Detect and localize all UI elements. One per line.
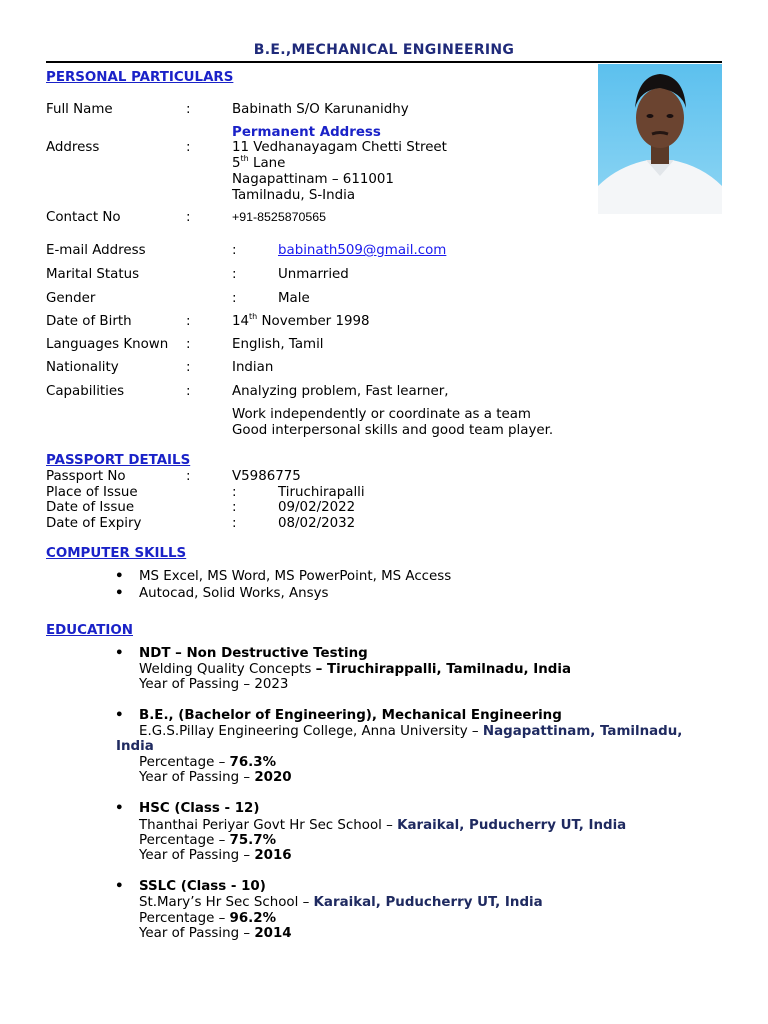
full-name-sep: : bbox=[186, 102, 191, 117]
email-sep: : bbox=[232, 243, 237, 258]
gender-label: Gender bbox=[46, 291, 96, 306]
address-sep: : bbox=[186, 140, 191, 155]
date-of-issue-label: Date of Issue bbox=[46, 500, 135, 515]
languages-label: Languages Known bbox=[46, 337, 169, 352]
capabilities-line-1: Analyzing problem, Fast learner, bbox=[232, 384, 449, 399]
dob-label: Date of Birth bbox=[46, 314, 132, 329]
date-of-issue-sep: : bbox=[232, 500, 237, 515]
edu-bullet-ndt: • bbox=[115, 646, 124, 661]
contact-sep: : bbox=[186, 210, 191, 225]
place-of-issue-value: Tiruchirapalli bbox=[278, 485, 365, 500]
capabilities-sep: : bbox=[186, 384, 191, 399]
computer-skills-heading: COMPUTER SKILLS bbox=[46, 546, 187, 561]
nationality-value: Indian bbox=[232, 360, 274, 375]
education-heading: EDUCATION bbox=[46, 623, 133, 638]
nationality-label: Nationality bbox=[46, 360, 119, 375]
edu-sslc-institute: St.Mary’s Hr Sec School – Karaikal, Puducherry UT, India bbox=[139, 895, 543, 910]
address-line-1: 11 Vedhanayagam Chetti Street bbox=[232, 140, 447, 155]
address-line-3: Nagapattinam – 611001 bbox=[232, 172, 394, 187]
contact-label: Contact No bbox=[46, 210, 121, 225]
edu-ndt-year: Year of Passing – 2023 bbox=[139, 677, 289, 692]
email-label: E-mail Address bbox=[46, 243, 146, 258]
personal-particulars-heading: PERSONAL PARTICULARS bbox=[46, 70, 234, 85]
date-of-expiry-value: 08/02/2032 bbox=[278, 516, 356, 531]
edu-be-percentage: Percentage – 76.3% bbox=[139, 755, 277, 770]
full-name-label: Full Name bbox=[46, 102, 113, 117]
edu-sslc-percentage: Percentage – 96.2% bbox=[139, 911, 277, 926]
date-of-expiry-sep: : bbox=[232, 516, 237, 531]
edu-be-place-cont: India bbox=[116, 739, 154, 754]
address-line-2: 5th Lane bbox=[232, 153, 286, 171]
edu-be-title: B.E., (Bachelor of Engineering), Mechanical Engineering bbox=[139, 708, 562, 723]
passport-heading: PASSPORT DETAILS bbox=[46, 453, 191, 468]
edu-hsc-institute: Thanthai Periyar Govt Hr Sec School – Karaikal, Puducherry UT, India bbox=[139, 818, 627, 833]
passport-no-sep: : bbox=[186, 469, 191, 484]
address-label: Address bbox=[46, 140, 100, 155]
marital-value: Unmarried bbox=[278, 267, 349, 282]
date-of-expiry-label: Date of Expiry bbox=[46, 516, 142, 531]
capabilities-line-2: Work independently or coordinate as a team bbox=[232, 407, 531, 422]
place-of-issue-label: Place of Issue bbox=[46, 485, 138, 500]
edu-sslc-year: Year of Passing – 2014 bbox=[139, 926, 292, 941]
skill-item-1: MS Excel, MS Word, MS PowerPoint, MS Access bbox=[139, 569, 452, 584]
nationality-sep: : bbox=[186, 360, 191, 375]
edu-hsc-year: Year of Passing – 2016 bbox=[139, 848, 292, 863]
contact-value: +91-8525870565 bbox=[232, 210, 327, 224]
languages-sep: : bbox=[186, 337, 191, 352]
edu-hsc-percentage: Percentage – 75.7% bbox=[139, 833, 277, 848]
skill-item-2: Autocad, Solid Works, Ansys bbox=[139, 586, 329, 601]
title-divider bbox=[46, 61, 722, 63]
dob-sep: : bbox=[186, 314, 191, 329]
profile-photo bbox=[598, 64, 722, 214]
place-of-issue-sep: : bbox=[232, 485, 237, 500]
skill-bullet-1: • bbox=[115, 569, 124, 584]
permanent-address-heading: Permanent Address bbox=[232, 125, 381, 140]
edu-bullet-be: • bbox=[115, 708, 124, 723]
person-photo-icon bbox=[598, 64, 722, 214]
edu-ndt-institute: Welding Quality Concepts – Tiruchirappalli, Tamilnadu, India bbox=[139, 662, 571, 677]
edu-sslc-title: SSLC (Class - 10) bbox=[139, 879, 266, 894]
passport-no-label: Passport No bbox=[46, 469, 126, 484]
edu-be-year: Year of Passing – 2020 bbox=[139, 770, 292, 785]
capabilities-line-3: Good interpersonal skills and good team player. bbox=[232, 423, 554, 438]
passport-no-value: V5986775 bbox=[232, 469, 301, 484]
gender-sep: : bbox=[232, 291, 237, 306]
capabilities-label: Capabilities bbox=[46, 384, 125, 399]
address-line-4: Tamilnadu, S-India bbox=[232, 188, 356, 203]
edu-be-institute: E.G.S.Pillay Engineering College, Anna University – Nagapattinam, Tamilnadu, bbox=[139, 724, 683, 739]
full-name-value: Babinath S/O Karunanidhy bbox=[232, 102, 409, 117]
dob-value: 14th November 1998 bbox=[232, 311, 370, 329]
date-of-issue-value: 09/02/2022 bbox=[278, 500, 356, 515]
edu-hsc-title: HSC (Class - 12) bbox=[139, 801, 260, 816]
edu-ndt-title: NDT – Non Destructive Testing bbox=[139, 646, 368, 661]
edu-bullet-hsc: • bbox=[115, 801, 124, 816]
skill-bullet-2: • bbox=[115, 586, 124, 601]
resume-title: B.E.,MECHANICAL ENGINEERING bbox=[253, 42, 515, 58]
marital-sep: : bbox=[232, 267, 237, 282]
gender-value: Male bbox=[278, 291, 310, 306]
languages-value: English, Tamil bbox=[232, 337, 324, 352]
marital-label: Marital Status bbox=[46, 267, 140, 282]
edu-bullet-sslc: • bbox=[115, 879, 124, 894]
email-link[interactable]: babinath509@gmail.com bbox=[278, 243, 447, 258]
